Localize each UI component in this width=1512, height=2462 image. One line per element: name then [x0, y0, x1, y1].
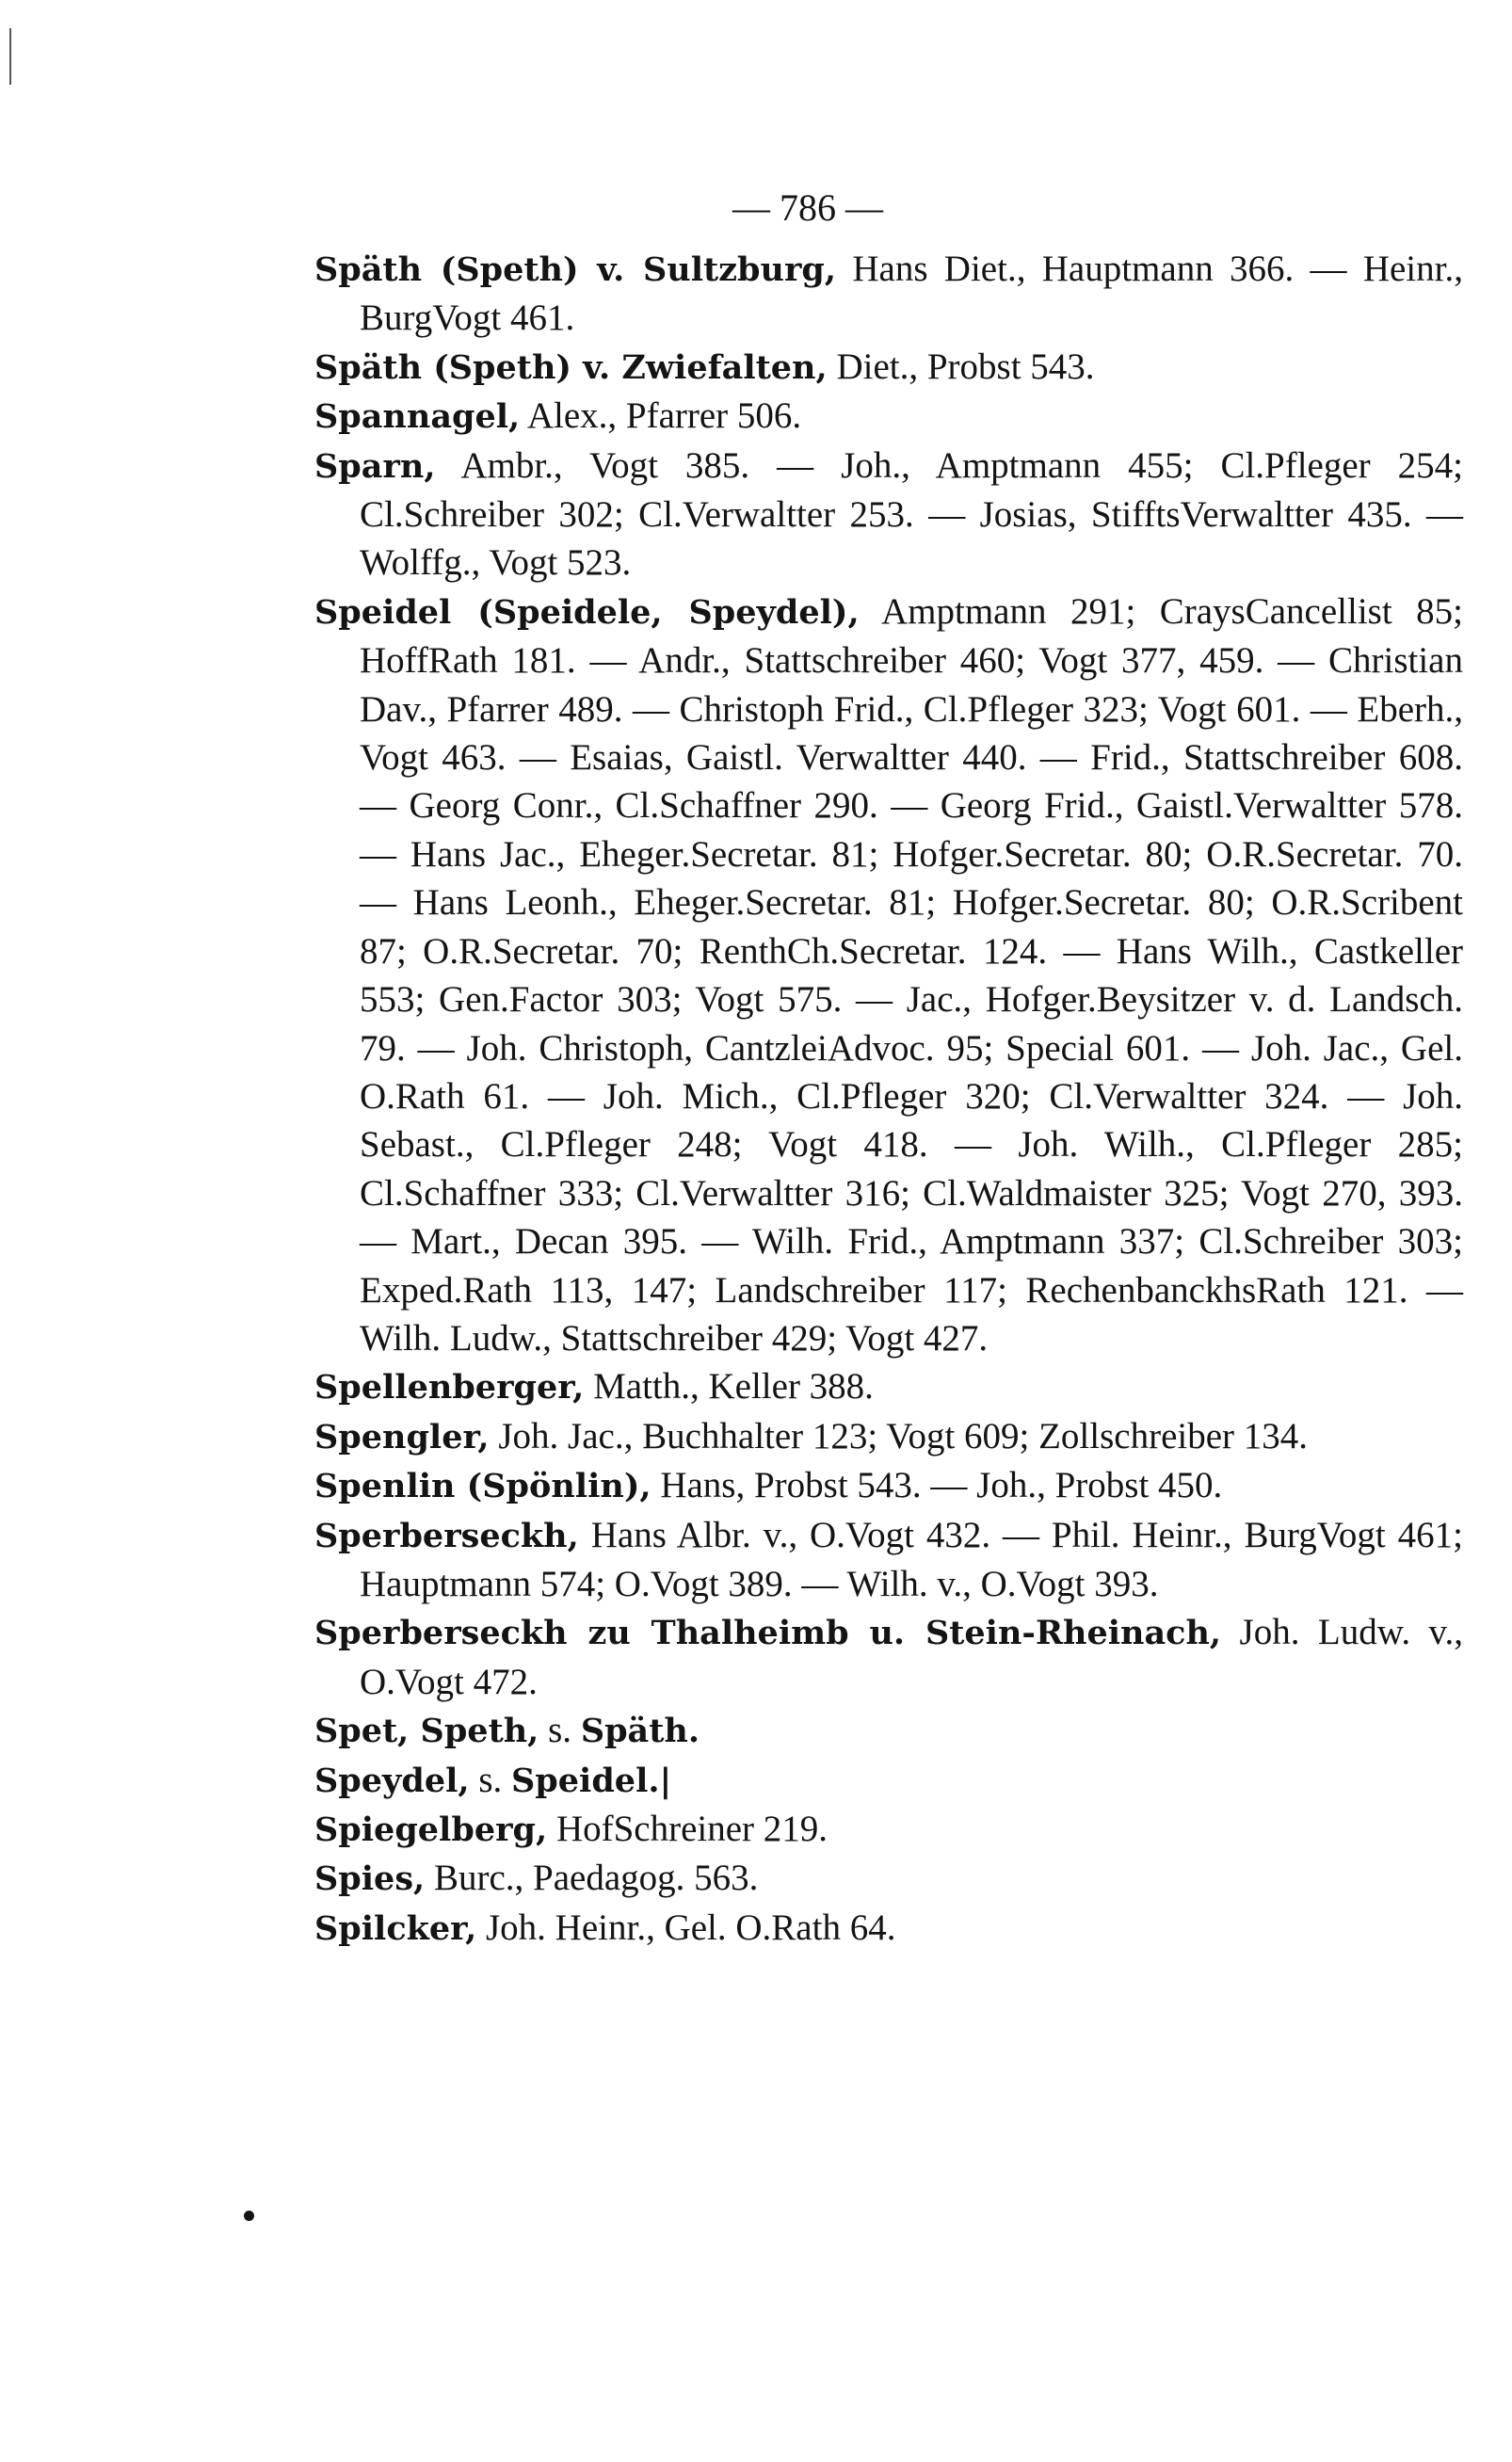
index-entry: [314, 245, 1463, 343]
entry-text: Amptmann 291; CraysCancellist 85; HoffRath 181. — Andr., Stattschreiber 460; Vogt 377, 459. — Christian Dav., Pfarrer 489. — Christoph Frid., Cl.Pfleger 323; Vogt 601. — Eberh., Vogt 463. — Esaias, Gaistl. Verwaltter 440. — Frid., Stattschreiber 608. — Georg Conr., Cl.Schaffner 290. — Georg Frid., Gaistl.Verwaltter 578. — Hans Jac., Eheger.Secretar. 81; Hofger.Secretar. 80; O.R.Secretar. 70. — Hans Leonh., Eheger.Secretar. 81; Hofger.Secretar. 80; O.R.Scribent 87; O.R.Secretar. 70; RenthCh.Secretar. 124. — Hans Wilh., Castkeller 553; Gen.Factor 303; Vogt 575. — Jac., Hofger.Beysitzer v. d. Landsch. 79. — Joh. Christoph, CantzleiAdvoc. 95; Special 601. — Joh. Jac., Gel. O.Rath 61. — Joh. Mich., Cl.Pfleger 320; Cl.Verwaltter 324. — Joh. Sebast., Cl.Pfleger 248; Vogt 418. — Joh. Wilh., Cl.Pfleger 285; Cl.Schaffner 333; Cl.Verwaltter 316; Cl.Waldmaister 325; Vogt 270, 393. — Mart., Decan 395. — Wilh. Frid., Amptmann 337; Cl.Schreiber 303; Exped.Rath 113, 147; Landschreiber 117; RechenbanckhsRath 121. — Wilh. Ludw., Stattschreiber 429; Vogt 427.: [360, 590, 1464, 1359]
entry-text: Hans Diet., Hauptmann 366. — Heinr., BurgVogt 461.: [360, 249, 1463, 339]
index-entry: [314, 1706, 1463, 1755]
entry-name: Späth (Speth) v. Sultzburg,: [314, 250, 837, 289]
margin-dot-mark: [244, 2211, 254, 2221]
entry-text: Joh. Heinr., Gel. O.Rath 64.: [476, 1907, 896, 1948]
entry-name: Sperberseckh,: [314, 1516, 579, 1555]
entry-name: Spellenberger,: [314, 1368, 585, 1408]
index-entry: [314, 392, 1463, 441]
index-entry: [314, 587, 1463, 1363]
scan-edge-mark: [9, 28, 11, 85]
entry-text: HofSchreiner 219.: [547, 1809, 828, 1849]
index-entry: [314, 1511, 1463, 1609]
entry-name: Speidel (Speidele, Speydel),: [314, 592, 860, 632]
entry-text: s.: [539, 1710, 581, 1751]
index-entry: [314, 1854, 1463, 1903]
entry-text: Joh. Jac., Buchhalter 123; Vogt 609; Zollschreiber 134.: [489, 1415, 1309, 1456]
entry-text: Alex., Pfarrer 506.: [520, 395, 802, 437]
entry-name: Sperberseckh zu Thalheimb u. Stein-Rheinach,: [314, 1614, 1222, 1653]
entry-text: Diet., Probst 543.: [827, 346, 1095, 387]
index-entries: [314, 245, 1463, 1953]
entry-name: Speydel,: [314, 1761, 470, 1800]
index-entry: [314, 343, 1463, 392]
page-number: — 786 —: [732, 186, 883, 229]
entry-name: Spiegelberg,: [314, 1810, 548, 1849]
index-entry: [314, 1904, 1463, 1953]
cross-reference: Speidel.|: [511, 1761, 672, 1800]
cross-reference: Späth.: [580, 1712, 700, 1751]
entry-text: Hans, Probst 543. — Joh., Probst 450.: [651, 1465, 1223, 1506]
entry-name: Sparn,: [314, 446, 436, 486]
index-entry: [314, 1412, 1463, 1461]
entry-text: Ambr., Vogt 385. — Joh., Amptmann 455; Cl.Pfleger 254; Cl.Schreiber 302; Cl.Verwaltter 253. — Josias, StifftsVerwaltter 435. — Wolffg., Vogt 523.: [360, 444, 1463, 584]
entry-text: Burc., Paedagog. 563.: [425, 1858, 759, 1899]
entry-text: s.: [469, 1759, 512, 1800]
entry-name: Spies,: [314, 1859, 426, 1899]
entry-name: Spenlin (Spönlin),: [314, 1467, 651, 1506]
index-entry: [314, 1608, 1463, 1706]
index-entry: [314, 1461, 1463, 1510]
entry-name: Spet, Speth,: [314, 1712, 539, 1751]
entry-text: Joh. Ludw. v., O.Vogt 472.: [360, 1612, 1463, 1702]
entry-name: Spengler,: [314, 1417, 490, 1456]
entry-name: Spilcker,: [314, 1908, 477, 1948]
entry-text: Matth., Keller 388.: [584, 1366, 874, 1408]
index-entry: [314, 1756, 1463, 1805]
index-entry: [314, 1362, 1463, 1411]
entry-name: Späth (Speth) v. Zwiefalten,: [314, 347, 828, 387]
index-entry: [314, 442, 1463, 587]
index-entry: [314, 1805, 1463, 1854]
entry-text: Hans Albr. v., O.Vogt 432. — Phil. Heinr., BurgVogt 461; Hauptmann 574; O.Vogt 389. — Wilh. v., O.Vogt 393.: [360, 1514, 1463, 1604]
entry-name: Spannagel,: [314, 397, 521, 437]
